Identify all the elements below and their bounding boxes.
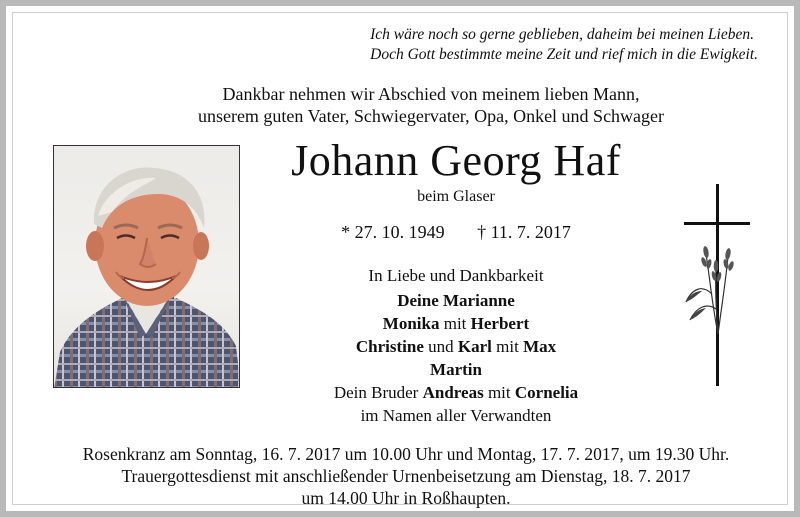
quote-line-1: Ich wäre noch so gerne geblieben, daheim bei meinen Lieben. xyxy=(370,26,754,43)
deceased-name: Johann Georg Haf xyxy=(291,136,621,185)
mourner-line xyxy=(236,335,676,358)
mourners-list xyxy=(236,264,676,427)
mourner-name: Monika xyxy=(382,314,440,333)
mourner-name: Cornelia xyxy=(514,383,579,402)
connector-text: mit xyxy=(496,337,519,356)
mourner-name: Andreas xyxy=(422,383,484,402)
intro-line-2: unserem guten Vater, Schwiegervater, Opa, Onkel und Schwager xyxy=(197,106,665,126)
mourner-name: Max xyxy=(523,337,557,356)
deceased-nickname: beim Glaser xyxy=(417,188,495,205)
connector-text: und xyxy=(428,337,454,356)
mourner-line xyxy=(236,381,676,404)
portrait-photo xyxy=(53,145,240,388)
death-date: † 11. 7. 2017 xyxy=(477,222,571,242)
portrait-illustration xyxy=(54,146,240,388)
mourner-line: im Namen aller Verwandten xyxy=(360,406,552,425)
quote-line-2: Doch Gott bestimmte meine Zeit und rief mich in die Ewigkeit. xyxy=(370,46,758,63)
farewell-intro xyxy=(6,83,800,127)
mourner-name: Martin xyxy=(430,360,482,379)
connector-text: mit xyxy=(487,383,511,402)
mourner-line xyxy=(236,312,676,335)
mourner-name: Deine Marianne xyxy=(397,291,515,310)
mourner-name: Christine xyxy=(355,337,424,356)
connector-text: mit xyxy=(443,314,467,333)
connector-text: Dein Bruder xyxy=(333,383,419,402)
cross-with-wheat-icon xyxy=(682,184,754,386)
mourner-name: Herbert xyxy=(470,314,530,333)
mourner-line xyxy=(236,289,676,312)
intro-line-1: Dankbar nehmen wir Abschied von meinem lieben Mann, xyxy=(222,84,640,104)
life-dates xyxy=(236,222,676,243)
footer-line-2: Trauergottesdienst mit anschließender Urnenbeisetzung am Dienstag, 18. 7. 2017 xyxy=(121,466,691,486)
memorial-quote xyxy=(370,25,758,65)
mourners-lead: In Liebe und Dankbarkeit xyxy=(368,266,544,285)
footer-line-1: Rosenkranz am Sonntag, 16. 7. 2017 um 10.00 Uhr und Montag, 17. 7. 2017, um 19.30 Uhr. xyxy=(82,444,730,464)
mourner-line xyxy=(236,358,676,381)
footer-line-3: um 14.00 Uhr in Roßhaupten. xyxy=(301,488,511,508)
mourner-name: Karl xyxy=(457,337,492,356)
service-details xyxy=(6,443,800,509)
birth-date: * 27. 10. 1949 xyxy=(341,222,445,242)
